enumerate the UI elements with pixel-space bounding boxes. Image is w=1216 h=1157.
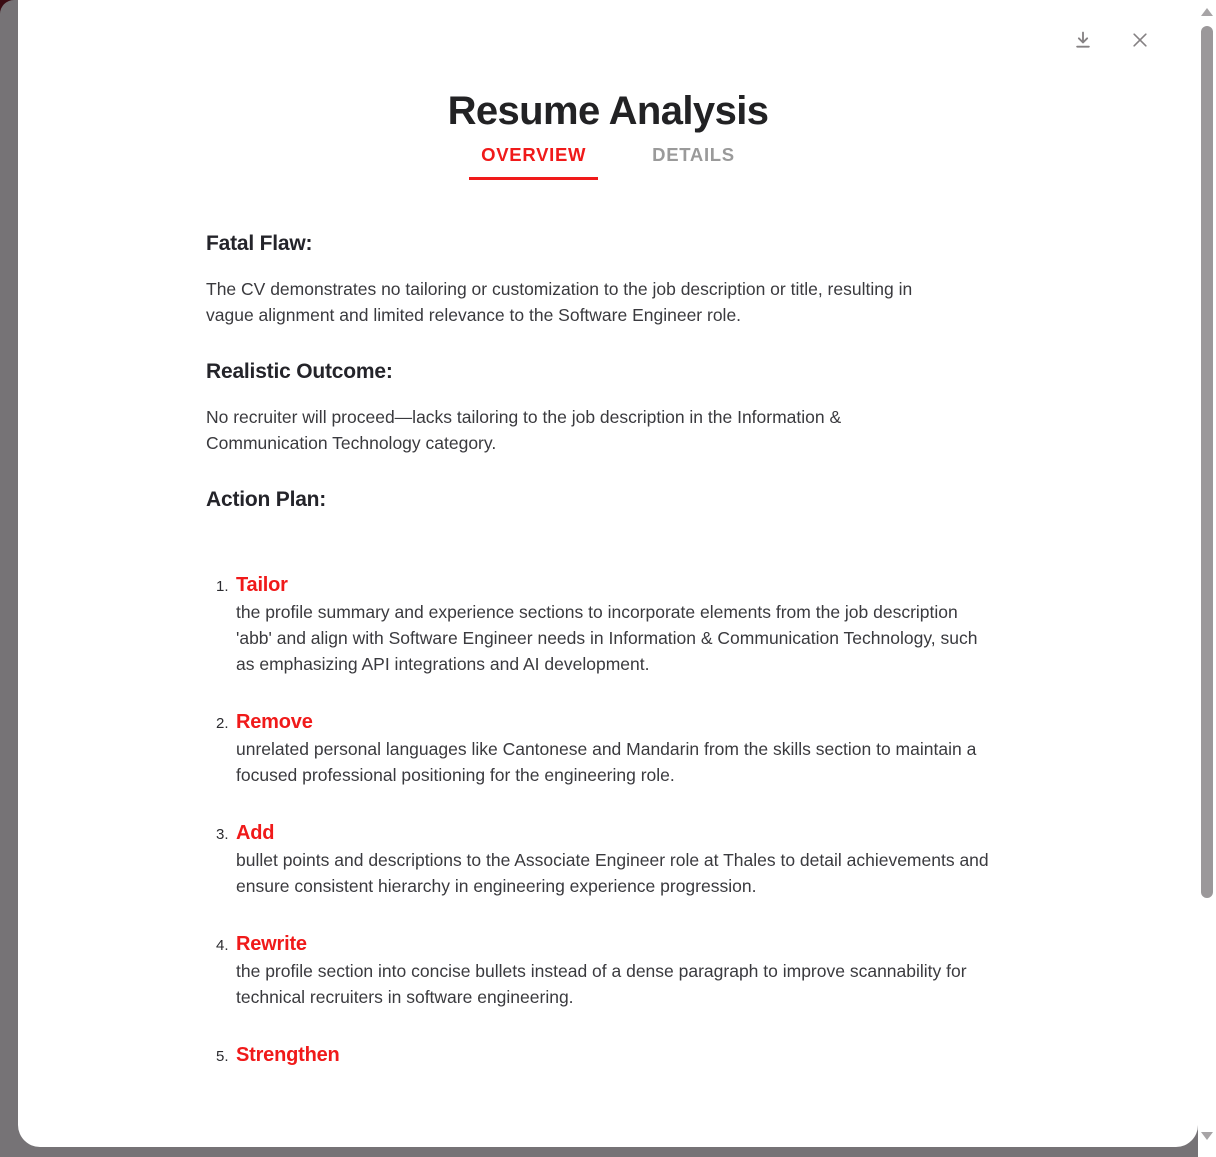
resume-analysis-modal	[18, 0, 1198, 1147]
list-item-text: the profile summary and experience sections to incorporate elements from the job description 'abb' and align with Software Engineer needs in Information & Communication Technology, such as emphasizing API integrations and AI development.	[236, 602, 978, 674]
list-item-verb: Tailor	[236, 574, 288, 596]
section-body-fatal-flaw: The CV demonstrates no tailoring or customization to the job description or title, resulting in vague alignment and limited relevance to the Software Engineer role.	[206, 279, 913, 325]
list-item-number: 4.	[216, 937, 229, 954]
list-item-text: unrelated personal languages like Cantonese and Mandarin from the skills section to maintain a focused professional positioning for the engineering role.	[236, 739, 977, 785]
list-item	[206, 933, 1164, 1010]
section-heading-realistic-outcome: Realistic Outcome:	[206, 360, 393, 383]
list-item-number: 3.	[216, 826, 229, 843]
action-plan-list	[206, 574, 1164, 1067]
list-item	[206, 711, 1164, 788]
download-icon[interactable]	[1066, 23, 1100, 57]
close-icon[interactable]	[1123, 23, 1157, 57]
section-body-realistic-outcome: No recruiter will proceed—lacks tailoring to the job description in the Information & Communication Technology category.	[206, 407, 842, 453]
tab-details[interactable]: DETAILS	[640, 140, 747, 180]
section-heading-action-plan: Action Plan:	[206, 488, 327, 511]
tab-overview[interactable]: OVERVIEW	[469, 140, 598, 180]
list-item	[206, 1044, 1164, 1067]
list-item-number: 2.	[216, 715, 229, 732]
list-item-verb: Strengthen	[236, 1044, 340, 1066]
scrollbar-thumb[interactable]	[1201, 26, 1213, 898]
list-item-number: 5.	[216, 1048, 229, 1065]
list-item-verb: Add	[236, 822, 275, 844]
list-item-text: bullet points and descriptions to the Associate Engineer role at Thales to detail achievements and ensure consistent hierarchy in engineering experience progression.	[236, 850, 989, 896]
list-item-verb: Remove	[236, 711, 313, 733]
list-item-text: the profile section into concise bullets instead of a dense paragraph to improve scannability for technical recruiters in software engineering.	[236, 961, 967, 1007]
chevron-down-icon[interactable]	[1198, 1127, 1216, 1145]
scrollbar[interactable]	[1198, 0, 1216, 1157]
section-heading-fatal-flaw: Fatal Flaw:	[206, 232, 313, 255]
tab-bar	[18, 140, 1198, 180]
list-item-number: 1.	[216, 578, 229, 595]
modal-header	[18, 0, 1198, 70]
overview-panel	[18, 196, 1198, 1147]
page-title: Resume Analysis	[447, 88, 769, 133]
list-item	[206, 574, 1164, 677]
list-item	[206, 822, 1164, 899]
chevron-up-icon[interactable]	[1198, 3, 1216, 21]
list-item-verb: Rewrite	[236, 933, 307, 955]
